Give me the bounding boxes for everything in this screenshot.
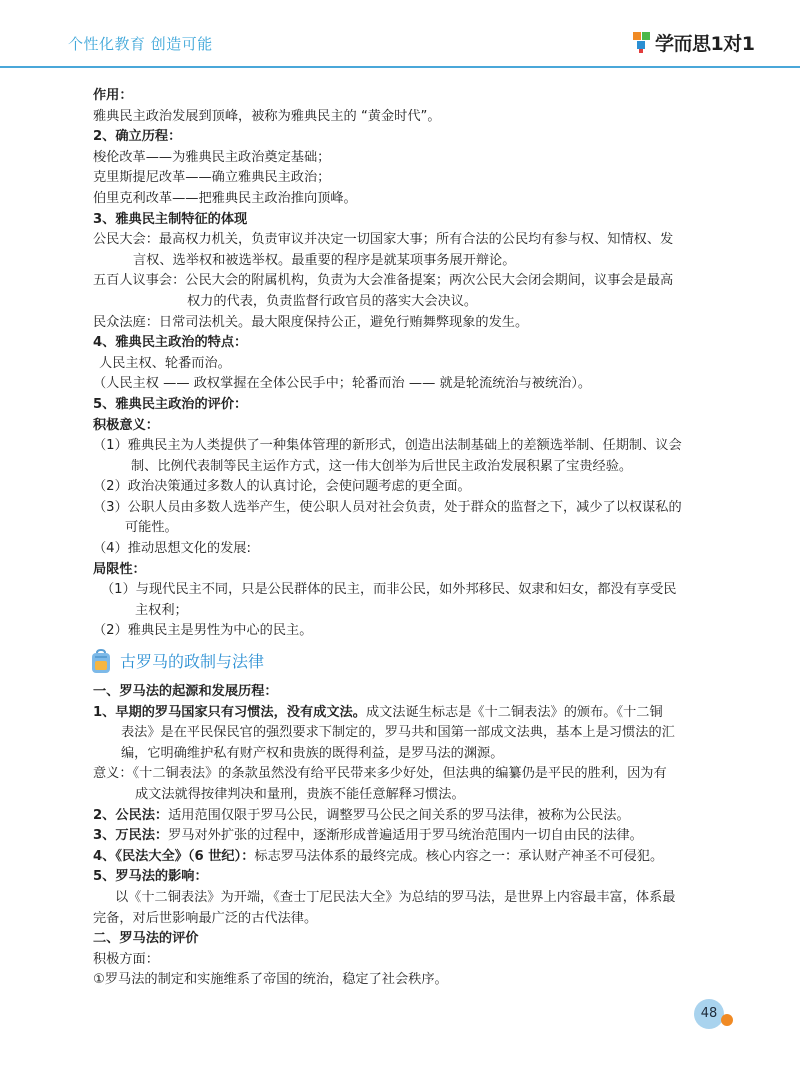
- paragraph-line: 编，它明确维护私有财产权和贵族的既得利益，是罗马法的渊源。: [121, 745, 504, 761]
- paragraph-text: 标志罗马法体系的最终完成。核心内容之一：承认财产神圣不可侵犯。: [254, 848, 664, 864]
- paragraph-line: [93, 847, 733, 868]
- paragraph-line: [93, 826, 733, 847]
- bold-lead: 1、早期的罗马国家只有习惯法，没有成文法。: [93, 704, 366, 720]
- paragraph-line: 权力的代表，负责监督行政官员的落实大会决议。: [187, 293, 478, 309]
- paragraph-line: 可能性。: [125, 520, 178, 536]
- heading-evaluation: 5、雅典民主政治的评价：: [93, 396, 248, 412]
- bold-lead: 4、《民法大全》（6 世纪）：: [93, 848, 255, 864]
- paragraph-line: 人民主权、轮番而治。: [99, 355, 231, 371]
- paragraph-line: 成文法就得按律判决和量刑，贵族不能任意解释习惯法。: [135, 787, 465, 802]
- heading-origin: 一、罗马法的起源和发展历程：: [93, 684, 278, 700]
- logo-text: 学而思1对1: [655, 32, 755, 55]
- heading-features: 3、雅典民主制特征的体现: [93, 211, 248, 227]
- heading-function: 作用：: [93, 88, 133, 103]
- header-slogan: 个性化教育 创造可能: [68, 35, 213, 53]
- backpack-icon: [90, 649, 112, 675]
- paragraph-line: 民众法庭：日常司法机关。最大限度保持公正，避免行贿舞弊现象的发生。: [93, 314, 529, 330]
- paragraph-line: [93, 703, 733, 724]
- paragraph-line: 以《十二铜表法》为开端，《查士丁尼民法大全》为总结的罗马法，是世界上内容最丰富，体系最: [115, 889, 676, 905]
- paragraph-text: 罗马对外扩张的过程中，逐渐形成普遍适用于罗马统治范围内一切自由民的法律。: [168, 828, 643, 844]
- subheading-positive-aspects: 积极方面：: [93, 951, 159, 967]
- page-header: [0, 0, 800, 68]
- paragraph-line: 言权、选举权和被选举权。最重要的程序是就某项事务展开辩论。: [133, 252, 516, 268]
- paragraph-line: 意义：《十二铜表法》的条款虽然没有给平民带来多少好处，但法典的编纂仍是平民的胜利，因为有: [93, 766, 667, 782]
- bold-lead: 2、公民法：: [93, 807, 169, 823]
- paragraph-line: 公民大会：最高权力机关，负责审议并决定一切国家大事；所有合法的公民均有参与权、知情权、发: [93, 232, 674, 248]
- list-item: （4）推动思想文化的发展:: [93, 541, 251, 557]
- paragraph-line: 梭伦改革——为雅典民主政治奠定基础；: [93, 149, 331, 165]
- heading-roman-law-evaluation: 二、罗马法的评价: [93, 931, 199, 947]
- page-number: 48: [694, 999, 724, 1029]
- page-dot-decoration: [721, 1014, 733, 1026]
- list-item: （3）公职人员由多数人选举产生，使公职人员对社会负责，处于群众的监督之下，减少了以权谋私的: [93, 499, 682, 515]
- bold-lead: 3、万民法：: [93, 828, 169, 844]
- paragraph-text: 适用范围仅限于罗马公民，调整罗马公民之间关系的罗马法律，被称为公民法。: [168, 807, 630, 823]
- paragraph-line: 完备，对后世影响最广泛的古代法律。: [93, 910, 318, 926]
- subheading-limitations: 局限性：: [93, 561, 146, 577]
- paragraph-line: 制、比例代表制等民主运作方式，这一伟大创举为后世民主政治发展积累了宝贵经验。: [131, 458, 633, 474]
- list-item: （1）与现代民主不同，只是公民群体的民主，而非公民，如外邦移民、奴隶和妇女，都没有享受民: [101, 582, 677, 598]
- heading-establishment: 2、确立历程：: [93, 129, 182, 145]
- paragraph-line: 克里斯提尼改革——确立雅典民主政治；: [93, 170, 331, 186]
- list-item: （2）政治决策通过多数人的认真讨论，会使问题考虑的更全面。: [93, 479, 471, 495]
- paragraph-line: 雅典民主政治发展到顶峰，被称为雅典民主的 “黄金时代”。: [93, 108, 441, 124]
- paragraph-line: 主权利；: [135, 602, 188, 618]
- paragraph-line: 五百人议事会：公民大会的附属机构，负责为大会准备提案；两次公民大会闭会期间，议事会是最高: [93, 273, 674, 289]
- paragraph-line: 伯里克利改革——把雅典民主政治推向顶峰。: [93, 190, 357, 206]
- subheading-positive: 积极意义：: [93, 417, 159, 433]
- list-item: ①罗马法的制定和实施维系了帝国的统治，稳定了社会秩序。: [93, 972, 448, 988]
- paragraph-line: 表法》是在平民保民官的强烈要求下制定的，罗马共和国第一部成文法典，基本上是习惯法的汇: [121, 725, 675, 741]
- paragraph-line: [93, 806, 733, 827]
- section-title: 古罗马的政制与法律: [120, 651, 265, 671]
- list-item: （2）雅典民主是男性为中心的民主。: [93, 623, 313, 639]
- logo-mark-icon: [632, 30, 652, 54]
- paragraph-line: （人民主权 —— 政权掌握在全体公民手中；轮番而治 —— 就是轮流统治与被统治）。: [93, 376, 592, 392]
- header-divider: [0, 66, 800, 68]
- heading-characteristics: 4、雅典民主政治的特点：: [93, 335, 248, 351]
- section-header: [90, 642, 733, 682]
- list-item: （1）雅典民主为人类提供了一种集体管理的新形式，创造出法制基础上的差额选举制、任期制、议会: [93, 438, 682, 454]
- brand-logo: [632, 30, 754, 54]
- heading-influence: 5、罗马法的影响：: [93, 869, 208, 885]
- document-body: [93, 86, 733, 991]
- paragraph-text: 成文法诞生标志是《十二铜表法》的颁布。《十二铜: [365, 704, 663, 720]
